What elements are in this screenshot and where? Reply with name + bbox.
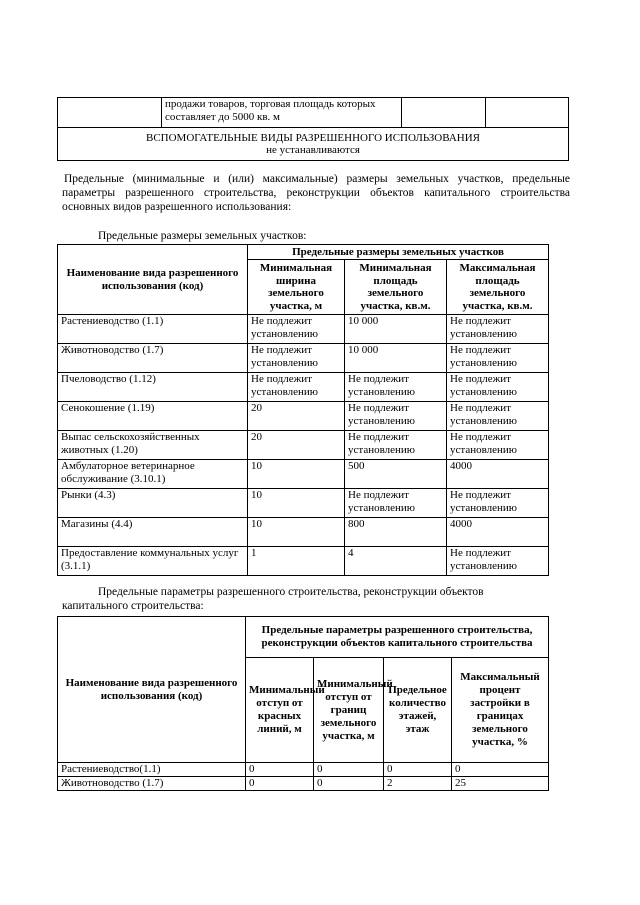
cell-min-area: 500 [345,460,447,489]
cell-max-area: 4000 [447,518,549,547]
table-header-row [58,245,549,260]
column-header-width: Минимальная ширина земельного участка, м [248,260,345,315]
table-row [58,128,569,161]
cell-red-line: 0 [246,763,314,777]
cell-max-area: 4000 [447,460,549,489]
params-table-caption: Предельные параметры разрешенного строительства, реконструкции объектов капитального строительства: [62,586,484,612]
column-header-border: Минимальный отступ от границ земельного участка, м [314,658,384,763]
cell-min-area: 4 [345,547,447,576]
column-header-red-line: Минимальный отступ от красных линий, м [246,658,314,763]
cell-coverage: 0 [452,763,549,777]
intro-paragraph: Предельные (минимальные и (или) максимальные) размеры земельных участков, предельные параметры разрешенного строительства, реконструкции объектов капитального строительства основных видов разрешенного использования: [62,173,570,213]
cell-name: Растениеводство (1.1) [58,315,248,344]
table-cell [58,98,162,128]
cell-min-area: Не подлежит установлению [345,402,447,431]
category-title: ВСПОМОГАТЕЛЬНЫЕ ВИДЫ РАЗРЕШЕННОГО ИСПОЛЬЗОВАНИЯ [145,131,481,144]
cell-max-area: Не подлежит установлению [447,344,549,373]
cell-max-area: Не подлежит установлению [447,373,549,402]
cell-width: Не подлежит установлению [248,373,345,402]
cell-min-area: Не подлежит установлению [345,431,447,460]
table-row [58,373,549,402]
cell-min-area: Не подлежит установлению [345,489,447,518]
cell-name: Предоставление коммунальных услуг (3.1.1) [58,547,248,576]
cell-name: Выпас сельскохозяйственных животных (1.20) [58,431,248,460]
cell-min-area: 10 000 [345,315,447,344]
cell-width: Не подлежит установлению [248,344,345,373]
column-header-name: Наименование вида разрешенного использования (код) [58,617,246,763]
table-row [58,763,549,777]
cell-name: Амбулаторное ветеринарное обслуживание (3.10.1) [58,460,248,489]
cell-coverage: 25 [452,777,549,791]
cell-min-area: 800 [345,518,447,547]
table-row [58,344,549,373]
cell-border: 0 [314,777,384,791]
cell-min-area: 10 000 [345,344,447,373]
cell-max-area: Не подлежит установлению [447,547,549,576]
column-header-coverage: Максимальный процент застройки в границах земельного участка, % [452,658,549,763]
cell-name: Рынки (4.3) [58,489,248,518]
table-row [58,777,549,791]
cell-width: 20 [248,431,345,460]
cell-name: Животноводство (1.7) [58,344,248,373]
group-header: Предельные размеры земельных участков [248,245,549,260]
table-header-row [58,617,549,658]
category-note: не устанавливаются [266,144,360,156]
cell-width: 10 [248,489,345,518]
cell-border: 0 [314,763,384,777]
cell-max-area: Не подлежит установлению [447,402,549,431]
column-header-min-area: Минимальная площадь земельного участка, кв.м. [345,260,447,315]
cell-red-line: 0 [246,777,314,791]
cell-width: 20 [248,402,345,431]
table-row [58,402,549,431]
table-row [58,489,549,518]
table-row [58,98,569,128]
cell-width: 10 [248,460,345,489]
cell-name: Пчеловодство (1.12) [58,373,248,402]
cell-min-area: Не подлежит установлению [345,373,447,402]
column-header-max-area: Максимальная площадь земельного участка, кв.м. [447,260,549,315]
cell-width: 10 [248,518,345,547]
cell-name: Животноводство (1.7) [58,777,246,791]
group-header: Предельные параметры разрешенного строительства, реконструкции объектов капитального строительства [246,617,549,658]
table-row [58,315,549,344]
land-table-caption: Предельные размеры земельных участков: [98,230,307,242]
cell-floors: 2 [384,777,452,791]
table-cell-desc: продажи товаров, торговая площадь которых составляет до 5000 кв. м [162,98,402,128]
top-continuation-table [57,97,569,161]
cell-width: Не подлежит установлению [248,315,345,344]
land-sizes-table [57,244,549,576]
table-row [58,431,549,460]
construction-params-table [57,616,549,791]
table-row [58,518,549,547]
table-row [58,547,549,576]
cell-name: Сенокошение (1.19) [58,402,248,431]
cell-max-area: Не подлежит установлению [447,315,549,344]
cell-max-area: Не подлежит установлению [447,489,549,518]
cell-max-area: Не подлежит установлению [447,431,549,460]
table-cell [486,98,569,128]
cell-width: 1 [248,547,345,576]
category-cell [58,128,569,161]
column-header-name: Наименование вида разрешенного использования (код) [58,245,248,315]
cell-name: Растениеводство(1.1) [58,763,246,777]
column-header-floors: Предельное количество этажей, этаж [384,658,452,763]
cell-name: Магазины (4.4) [58,518,248,547]
cell-floors: 0 [384,763,452,777]
table-row [58,460,549,489]
table-cell [402,98,486,128]
